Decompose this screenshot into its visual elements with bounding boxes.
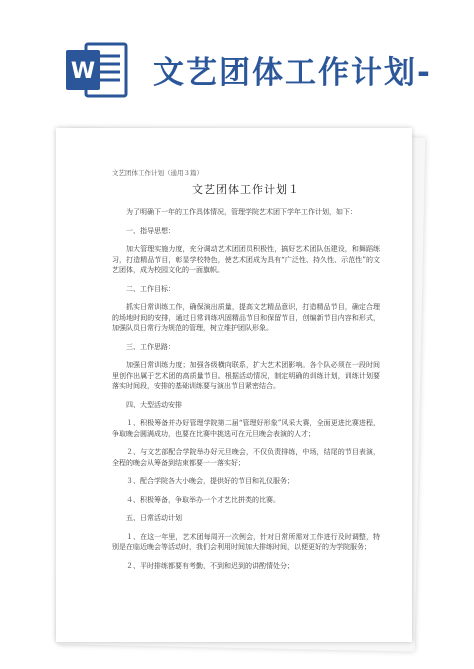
banner <box>0 0 474 118</box>
body-paragraph: ３、配合学院各大小晚会，提供好的节目和礼仪服务； <box>126 477 294 485</box>
section-heading: 一、指导思想： <box>126 226 175 235</box>
document-preview <box>56 128 418 648</box>
document-body <box>112 207 380 571</box>
body-paragraph: ４、积极筹备，争取举办一个才艺比拼类的比赛。 <box>126 495 280 504</box>
body-paragraph: 抓实日常训练工作，确保演出质量，提高文艺精品意识，打造精品节目，确定合理的场地时间的安排，通过日常训练巩固精品节目和保留节目，创编新节目内容和形式，加强队员日常行为规范的管理，树立维护团队形象。 <box>112 303 380 332</box>
section-heading: 四、大型活动安排 <box>126 400 182 409</box>
body-paragraph: 为了明确下一年的工作具体情况，管理学院艺术团下学年工作计划，如下： <box>126 208 357 216</box>
banner-title: 文艺团体工作计划- <box>153 55 432 91</box>
body-paragraph: ２、平时排练都要有考勤，不到和迟到的讲酌情处分； <box>126 561 294 570</box>
word-icon-letter: W <box>70 59 96 84</box>
document-title: 文艺团体工作计划１ <box>192 182 300 196</box>
body-paragraph: ２、与文艺部配合学院举办好元旦晚会，不仅负责排练，中场，结尾的节目表演，全程的晚会从筹备到结束都要一一落实好； <box>112 448 380 467</box>
section-heading: 五、日常活动计划 <box>126 514 182 522</box>
section-heading: 二、工作目标： <box>126 284 175 293</box>
document-content <box>112 168 380 579</box>
body-paragraph: 加大管理实施力度，充分调动艺术团团员积极性，搞好艺术团队伍建设，和舞蹈练习，打造精品节目，彰显学校特色，使艺术团成为具有“广泛性、持久性、示范性”的文艺团体，成为校园文化的一面旗帜。 <box>112 245 380 274</box>
word-document-icon <box>66 40 130 100</box>
page-fade <box>56 602 412 642</box>
body-paragraph: １、积极筹备并办好管理学院第二届“管理好形象”风采大赛，全面更进比赛进程，争取晚会圆满成功，也要在比赛中挑选可在元旦晚会表演的人才； <box>112 419 380 438</box>
section-heading: 三、工作思路： <box>126 342 175 351</box>
document-small-heading: 文艺团体工作计划（通用３篇） <box>112 169 203 177</box>
body-paragraph: 加强日常训练力度；加强各级横向联系，扩大艺术团影响。各个队必须在一段时间里创作出属于艺术团的高质量节目。根据活动情况，制定明确的训练计划，训练计划要落实时间段，安排的基础训练要与演出节目紧密结合。 <box>112 361 380 390</box>
document-page <box>56 128 412 642</box>
body-paragraph: １、在这一年里，艺术团每周开一次例会，针对日常所需对工作进行及时调整，特别是在临近晚会等活动时，我们会利用时间加大排练时间，以便更好的为学院服务； <box>112 532 380 551</box>
